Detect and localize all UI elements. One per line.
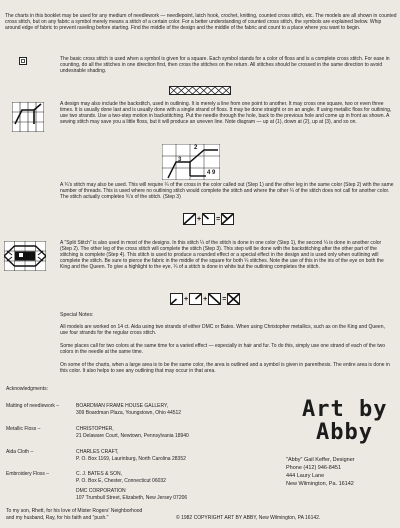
cross-stitch-row-diagram — [169, 86, 231, 95]
dedication-line-1: To my son, Rhett, for his love of Mister Rogers' Neighborhood — [6, 508, 143, 514]
acknowledgments-heading: Acknowledgments: — [6, 386, 48, 392]
ack-name: BOARDMAN FRAME HOUSE GALLERY, — [76, 403, 169, 409]
quarter-stitch-icon — [202, 213, 215, 225]
cross-stitch-paragraph: The basic cross stitch is used when a symbol is given for a square. Each symbol stands for a color of floss and is a complete cross stitch. For ease in counting, do all the stitches in one direction first, then cross the stitches on the return. All stitches should be crossed in the same direction to avoid undesirable shading. — [60, 56, 390, 74]
ack-label: Matting of needlework – — [6, 403, 60, 409]
special-note-3: On some of the charts, when a large area is to be the same color, the area is outlined and a symbol is given in parenthesis. The entire area is done in this color. It also helps to see any outlining that may occur in that area. — [60, 362, 390, 374]
ack-address: P. O. Box 1169, Laurinburg, North Carolina 28352 — [76, 456, 186, 462]
ack-name: CHARLES CRAFT, — [76, 449, 119, 455]
intro-paragraph: The charts in this booklet may be used for any medium of needlework — needlepoint, latch hook, crochet, knitting, counted cross stitch, etc. The models are all shown in counted cross stitch, but on any fabric a symbol merely means a stitch of a certain color. For a better understanding of counted cross stitch, the symbols are explained below. Whip around edge of fabric to prevent raveling before starting. Find the middle of the design and the middle of the fabric and count to a place where you want to begin. — [5, 13, 397, 31]
ack-address: 21 Delaware Court, Newtown, Pennsylvania 18940 — [76, 433, 189, 439]
split-stitch-eye-icon — [4, 241, 46, 271]
ack-label: Metallic Floss – — [6, 426, 41, 432]
backstitch-diagram — [162, 144, 220, 180]
art-by-abby-logo-line1: Art by — [302, 397, 388, 422]
backstitch-symbol-icon — [12, 102, 44, 132]
copyright-notice: © 1982 COPYRIGHT ART BY ABBY, New Wilmington, PA 16142. — [176, 515, 321, 521]
split-stitch-equation — [170, 293, 240, 305]
three-quarter-stitch-equation — [183, 213, 234, 225]
quarter-second-icon — [189, 293, 202, 305]
diagram-number: 3 — [178, 157, 182, 163]
special-notes-heading: Special Notes: — [60, 312, 94, 318]
ack-name: CHRISTOPHER, — [76, 426, 114, 432]
ack-address: P. O. Box E, Chester, Connecticut 06032 — [76, 478, 166, 484]
designer-street: 444 Laury Lane — [286, 473, 325, 479]
quarter-first-icon — [170, 293, 183, 305]
half-diagonal-icon — [183, 213, 196, 225]
special-note-1: All models are worked on 14 ct. Aida using two strands of either DMC or Bates. When using Christopher metallics, such as on the King and Queen, use four strands for the regular cross stitch. — [60, 324, 385, 336]
ack-name: DMC CORPORATION — [76, 488, 126, 494]
split-stitch-paragraph: A "Split Stitch" is also used in most of the designs. In this stitch ¼ of the stitch is done in one color (Step 1), the second ¼ is done in another color (Step 2). The other leg of the cross stitch will complete the stitch (Step 3). This step will be done with the backstitching after the other part of the stitching is complete (Step 4). This stitch is used to produce a rounded effect or a special effect in the design and is used only when outlining will complete the stitch. Be sure to pierce the fabric in the middle of the square for both ¼ stitches. Note the use of this in the iris of the eye on both the King and the Queen. To give a highlight to the eye, ¼ of a stitch is done in white but the outlining completes the stitch. — [60, 240, 384, 270]
split-stitch-result-icon — [227, 293, 240, 305]
designer-city: New Wilmington, Pa. 16142 — [286, 481, 354, 487]
diagram-number: 9 — [212, 170, 216, 176]
cross-stitch-symbol-icon — [19, 57, 27, 65]
equals-sign: = — [216, 215, 221, 223]
ack-label: Aida Cloth – — [6, 449, 34, 455]
plus-sign: + — [203, 295, 208, 303]
ack-address: 309 Boardman Plaza, Youngstown, Ohio 44512 — [76, 410, 182, 416]
ack-name: C. J. BATES & SON, — [76, 471, 123, 477]
three-quarter-result-icon — [221, 213, 234, 225]
special-note-2: Some places call for two colors at the same time for a varied effect — especially in hair and fur. To do this, simply use one strand of each of the two colors in the needle at the same time. — [60, 343, 385, 355]
ack-address: 107 Trumbull Street, Elizabeth, New Jersey 07206 — [76, 495, 188, 501]
backstitch-paragraph: A design may also include the backstitch, used in outlining. It is merely a line from one point to another. It may cross one square, two or even three times. It is usually done last and is usually done with a single strand of floss. It may be done straight or on an angle. If using metallic floss for outlining, use two strands. Use a two-step motion in backstitching. Put the needle through the hole, back to the previous hole and come up in front as shown. A sewing stitch may save you a little floss, but it will produce an uneven line. Note diagram — up at (1), down at (2), up at (3), and so on. — [60, 101, 392, 125]
equals-sign: = — [222, 295, 227, 303]
diagram-number: 4 — [207, 170, 211, 176]
plus-sign: + — [184, 295, 189, 303]
designer-phone: Phone (412) 946-8451 — [286, 465, 342, 471]
ack-label: Embroidery Floss – — [6, 471, 50, 477]
other-leg-icon — [208, 293, 221, 305]
diagram-number: 2 — [194, 145, 198, 151]
three-quarter-stitch-paragraph: A ¾'s stitch may also be used. This will require ¼ of the cross in the color called out (Step 1) and the other leg in the same color (Step 2) with the same number of threads. This is used where no outlining stitch would complete the stitch and where the other ¼ of the stitch does not call for another color. The stitch actually completes ¾'s of the stitch. (Step 3) — [60, 182, 394, 200]
art-by-abby-logo-line2: Abby — [316, 420, 373, 445]
designer-name: "Abby" Gail Keffer, Designer — [286, 457, 355, 463]
dedication-line-2: and my husband, Ray, for his faith and "push." — [6, 515, 109, 521]
plus-sign: + — [197, 215, 202, 223]
